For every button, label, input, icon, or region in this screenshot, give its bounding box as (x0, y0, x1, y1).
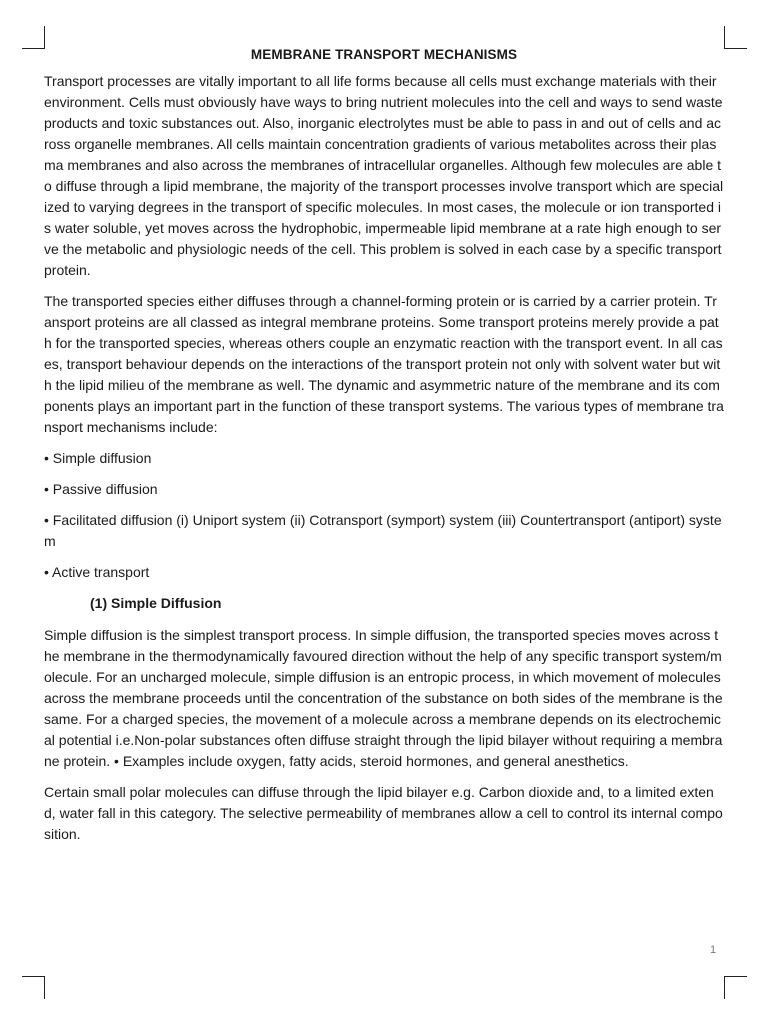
intro-paragraph-1: Transport processes are vitally important to all life forms because all cells must exchange materials with their environment. Cells must obviously have ways to bring nutrient molecules into the cell and ways to send waste products and toxic substances out. Also, inorganic electrolytes must be able to pass in and out of cells and across organelle membranes. All cells maintain concentration gradients of various metabolites across their plasma membranes and also across the membranes of intracellular organelles. Although few molecules are able to diffuse through a lipid membrane, the majority of the transport processes involve transport which are specialized to varying degrees in the transport of specific molecules. In most cases, the molecule or ion transported is water soluble, yet moves across the hydrophobic, impermeable lipid membrane at a rate high enough to serve the metabolic and physiologic needs of the cell. This problem is solved in each case by a specific transport protein. (44, 73, 724, 278)
crop-mark-bottom-right (724, 976, 747, 999)
crop-mark-top-left (22, 26, 45, 49)
crop-mark-top-right (724, 26, 747, 49)
section-heading: (1) Simple Diffusion (90, 595, 222, 611)
page-body (44, 47, 724, 855)
bullet-passive-diffusion: • Passive diffusion (44, 481, 158, 497)
section-paragraph-1: Simple diffusion is the simplest transport process. In simple diffusion, the transported species moves across the membrane in the thermodynamically favoured direction without the help of any specific transport system/molecule. For an uncharged molecule, simple diffusion is an entropic process, in which movement of molecules across the membrane proceeds until the concentration of the substance on both sides of the membrane is the same. For a charged species, the movement of a molecule across a membrane depends on its electrochemical potential i.e.Non-polar substances often diffuse straight through the lipid bilayer without requiring a membrane protein. • Examples include oxygen, fatty acids, steroid hormones, and general anesthetics. (44, 627, 723, 769)
intro-paragraph-2: The transported species either diffuses through a channel-forming protein or is carried by a carrier protein. Transport proteins are all classed as integral membrane proteins. Some transport proteins merely provide a path for the transported species, whereas others couple an enzymatic reaction with the transport event. In all cases, transport behaviour depends on the interactions of the transport protein not only with solvent water but with the lipid milieu of the membrane as well. The dynamic and asymmetric nature of the membrane and its components plays an important part in the function of these transport systems. The various types of membrane transport mechanisms include: (44, 293, 724, 435)
bullet-simple-diffusion: • Simple diffusion (44, 450, 152, 466)
crop-mark-bottom-left (22, 976, 45, 999)
document-title: MEMBRANE TRANSPORT MECHANISMS (250, 47, 518, 62)
page-number: 1 (710, 944, 717, 956)
bullet-facilitated-diffusion: • Facilitated diffusion (i) Uniport system (ii) Cotransport (symport) system (iii) Countertransport (antiport) system (44, 512, 722, 549)
bullet-active-transport: • Active transport (44, 564, 150, 580)
section-paragraph-2: Certain small polar molecules can diffuse through the lipid bilayer e.g. Carbon dioxide and, to a limited extend, water fall in this category. The selective permeability of membranes allow a cell to control its internal composition. (44, 784, 723, 842)
